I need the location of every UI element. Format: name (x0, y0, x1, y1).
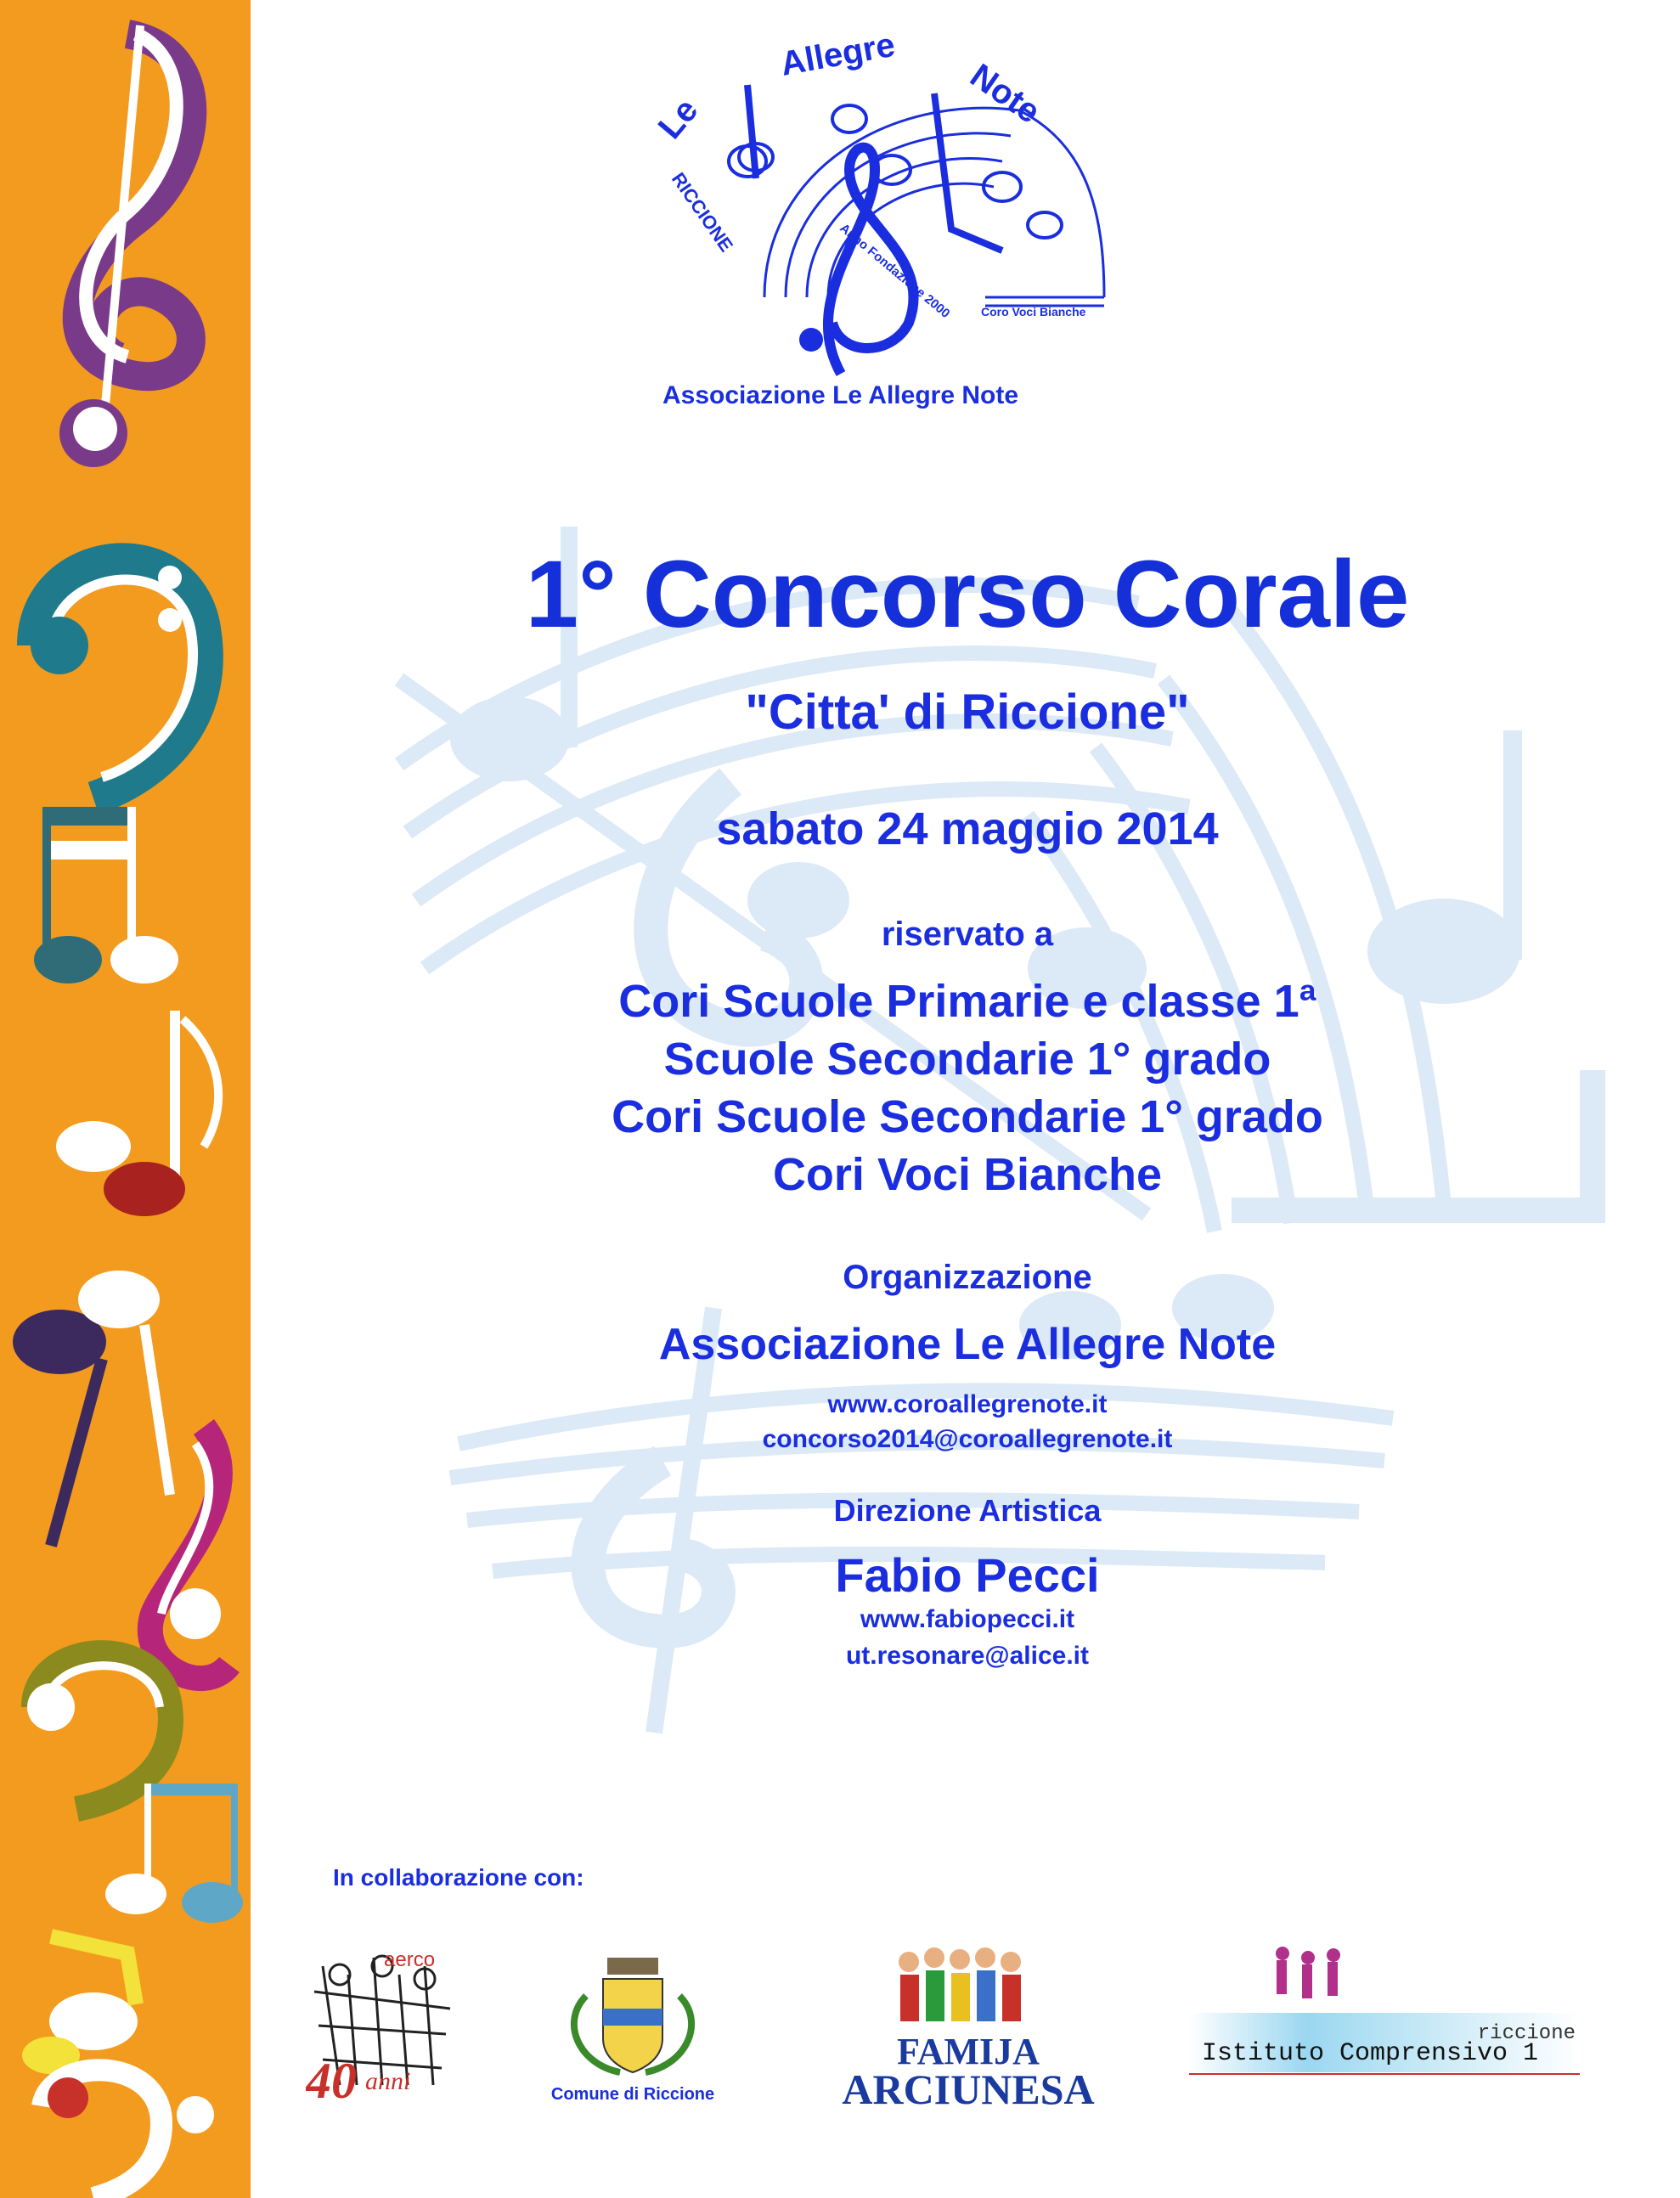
familija-line2: ARCIUNESA (842, 2066, 1095, 2111)
director-website-link[interactable]: www.fabiopecci.it (860, 1605, 1075, 1633)
organization-email-link[interactable]: concorso2014@coroallegrenote.it (762, 1425, 1173, 1453)
bass-clef-icon (31, 560, 206, 798)
aerco-logo (306, 1941, 467, 2102)
yellow-note-icon (22, 1936, 138, 2074)
purple-note-icon (13, 1271, 170, 1546)
istituto-comprensivo-logo (1185, 1936, 1584, 2098)
treble-clef-icon (59, 25, 192, 467)
smiley-faces-icon (729, 105, 1062, 238)
aerco-anniv-number: 40 (306, 2053, 357, 2102)
organization-name: Associazione Le Allegre Note (658, 1320, 1277, 1369)
category-item: Cori Scuole Primarie e classe 1ª (618, 976, 1316, 1027)
eighth-notes-icon (34, 807, 178, 983)
familija-arciunesa-logo (807, 1941, 1130, 2111)
allegre-note-logo (646, 17, 1121, 416)
direction-label: Direzione Artistica (833, 1493, 1102, 1528)
event-subtitle: "Citta' di Riccione" (745, 685, 1190, 740)
director-email-link[interactable]: ut.resonare@alice.it (845, 1642, 1090, 1670)
aerco-anniv-word: anni (365, 2067, 411, 2095)
logo-city-text: RICCIONE (667, 168, 738, 256)
category-item: Cori Scuole Secondarie 1° grado (612, 1091, 1323, 1142)
collaboration-label: In collaborazione con: (333, 1864, 584, 1891)
logo-choir-text: Coro Voci Bianche (981, 305, 1086, 318)
comune-name: Comune di Riccione (550, 2085, 715, 2104)
logo-founded-text: Anno Fondazione 2000 (837, 221, 953, 322)
logo-le-text: Le (651, 91, 706, 146)
decorative-sidebar (0, 0, 251, 2198)
music-notes-decoration (0, 0, 251, 2198)
aerco-name: aerco (384, 1948, 436, 1971)
comune-riccione-logo (527, 1945, 739, 2106)
bottom-clef-icon (42, 2070, 214, 2198)
organization-website-link[interactable]: www.coroallegrenote.it (827, 1390, 1108, 1418)
category-item: Scuole Secondarie 1° grado (663, 1034, 1271, 1085)
familija-line1: FAMIJA (897, 2031, 1040, 2072)
istituto-city: riccione (1477, 2022, 1576, 2045)
event-title: 1° Concorso Corale (525, 541, 1410, 647)
organization-label: Organizzazione (843, 1259, 1092, 1296)
category-list (255, 972, 1680, 1203)
event-date: sabato 24 maggio 2014 (716, 803, 1219, 854)
istituto-name: Istituto Comprensivo 1 (1202, 2039, 1539, 2068)
logo-allegre-text: Allegre (777, 25, 898, 83)
director-name: Fabio Pecci (835, 1548, 1100, 1602)
logo-note-text: Note (963, 56, 1047, 132)
red-note-icon (56, 1011, 218, 1216)
logo-caption: Associazione Le Allegre Note (662, 381, 1019, 409)
category-item: Cori Voci Bianche (772, 1149, 1163, 1200)
reserved-label: riservato a (881, 916, 1054, 953)
